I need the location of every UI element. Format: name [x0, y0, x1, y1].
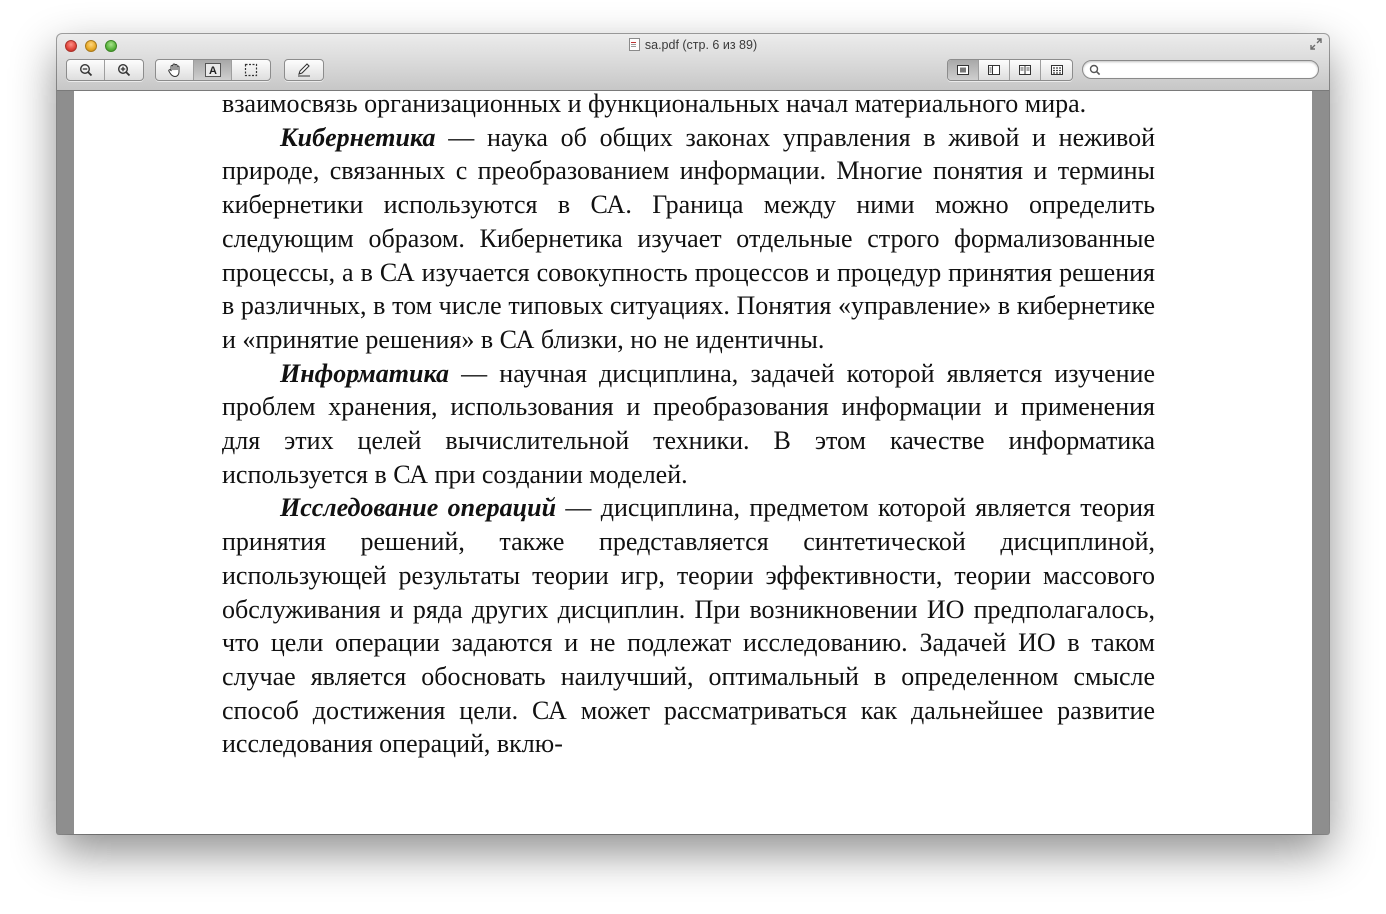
paragraph — [222, 121, 1155, 357]
term-heading: Информатика — [280, 358, 449, 388]
view-mode-controls — [947, 59, 1073, 81]
text-select-icon — [205, 63, 221, 77]
paragraph-text: — научная дисциплина, задачей которой является изучение проблем хранения, использования и преобразования информации и применения для этих целей вычислительной техники. В этом качестве информатика используется в СА при создании моделей. — [222, 358, 1155, 489]
zoom-controls — [66, 59, 144, 81]
search-input[interactable] — [1105, 62, 1310, 77]
paragraph — [222, 491, 1155, 761]
two-page-icon — [1018, 64, 1032, 76]
hand-icon — [167, 62, 183, 78]
view-contact-sheet-button[interactable] — [1041, 60, 1072, 80]
paragraph-text: — наука об общих законах управления в живой и неживой природе, связанных с преобразованием информации. Многие понятия и термины кибернетики используются в СА. Граница между ними можно определить следующим образом. Кибернетика изучает отдельные строго формализованные процессы, а в СА изучается совокупность процессов и процедур принятия решения в различных, в том числе типовых ситуациях. Понятия «управление» в кибернетике и «принятие решения» в СА близки, но не идентичны. — [222, 122, 1155, 354]
zoom-out-icon — [79, 63, 93, 77]
select-tool-button[interactable] — [232, 60, 270, 80]
view-sidebar-button[interactable] — [979, 60, 1010, 80]
search-field[interactable] — [1082, 60, 1319, 79]
pencil-icon — [296, 63, 312, 77]
paragraph — [222, 87, 1155, 121]
titlebar — [57, 34, 1329, 91]
annotate-controls — [284, 59, 324, 81]
view-two-page-button[interactable] — [1010, 60, 1041, 80]
single-page-icon — [956, 64, 970, 76]
contact-sheet-icon — [1050, 64, 1064, 76]
term-heading: Кибернетика — [280, 122, 436, 152]
view-single-page-button[interactable] — [948, 60, 979, 80]
hand-tool-button[interactable] — [156, 60, 194, 80]
fullscreen-icon[interactable] — [1309, 38, 1323, 52]
search-icon — [1089, 64, 1101, 76]
pdf-document-icon — [629, 38, 640, 51]
sidebar-icon — [987, 64, 1001, 76]
page-text — [222, 87, 1155, 761]
zoom-in-icon — [117, 63, 131, 77]
pdf-page — [74, 91, 1312, 834]
preview-window — [57, 34, 1329, 834]
term-heading: Исследование операций — [280, 493, 557, 523]
document-viewport[interactable] — [57, 91, 1329, 834]
window-title: sa.pdf (стр. 6 из 89) — [644, 38, 758, 52]
window-title-area — [57, 38, 1329, 52]
svg-text:A: A — [208, 65, 217, 77]
paragraph — [222, 357, 1155, 492]
paragraph-text: взаимосвязь организационных и функциональных начал материального мира. — [222, 89, 1087, 118]
tool-controls — [155, 59, 271, 81]
annotate-button[interactable] — [285, 60, 323, 80]
text-tool-button[interactable] — [194, 60, 232, 80]
zoom-out-button[interactable] — [67, 60, 105, 80]
marquee-icon — [244, 63, 258, 77]
zoom-in-button[interactable] — [105, 60, 143, 80]
paragraph-text: — дисциплина, предметом которой является теория принятия решений, также представляется синтетической дисциплиной, использующей результаты теории игр, теории эффективности, теории массового обслуживания и ряда других дисциплин. При возникновении ИО предполагалось, что цели операции задаются и не подлежат исследованию. Задачей ИО в таком случае является обосновать наилучший, оптимальный в определенном смысле способ достижения цели. СА может рассматриваться как дальнейшее развитие исследования операций, вклю- — [222, 493, 1155, 759]
